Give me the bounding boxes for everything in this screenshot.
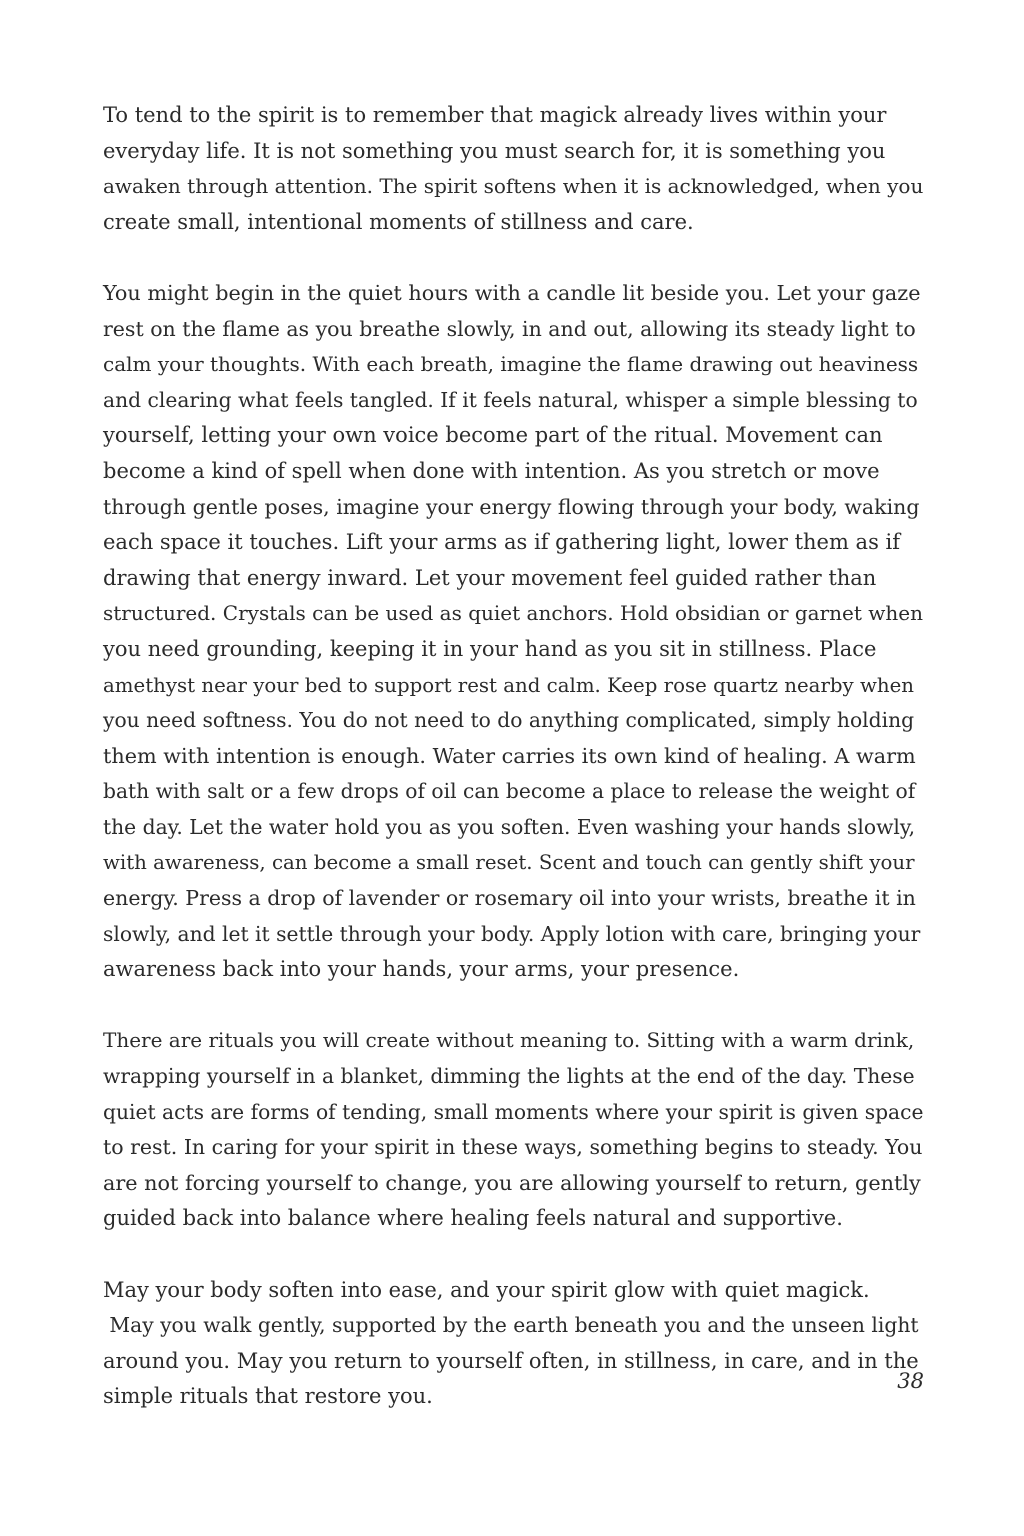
paragraph-line: and clearing what feels tangled. If it feels natural, whisper a simple blessing to (103, 387, 918, 412)
paragraph-line: each space it touches. Lift your arms as if gathering light, lower them as if (103, 530, 901, 555)
paragraph-line: to rest. In caring for your spirit in these ways, something begins to steady. You (103, 1135, 923, 1160)
paragraph-line: simple rituals that restore you. (103, 1384, 433, 1409)
paragraph-line: become a kind of spell when done with intention. As you stretch or move (103, 458, 880, 483)
paragraph-line: There are rituals you will create without meaning to. Sitting with a warm drink, (103, 1028, 915, 1053)
paragraph-line: rest on the flame as you breathe slowly, in and out, allowing its steady light to (103, 316, 916, 341)
paragraph-1 (103, 98, 923, 240)
paragraph-line: everyday life. It is not something you must search for, it is something you (103, 138, 886, 163)
paragraph-line: awareness back into your hands, your arms, your presence. (103, 957, 740, 982)
paragraph-line: the day. Let the water hold you as you soften. Even washing your hands slowly, (103, 814, 916, 839)
paragraph-line: May you walk gently, supported by the earth beneath you and the unseen light (103, 1313, 919, 1338)
paragraph-line: wrapping yourself in a blanket, dimming the lights at the end of the day. These (103, 1064, 915, 1089)
paragraph-line: with awareness, can become a small reset. Scent and touch can gently shift your (103, 851, 915, 875)
paragraph-line: bath with salt or a few drops of oil can become a place to release the weight of (103, 779, 916, 804)
paragraph-line: calm your thoughts. With each breath, imagine the flame drawing out heaviness (103, 352, 919, 377)
paragraph-line: them with intention is enough. Water carries its own kind of healing. A warm (103, 743, 916, 768)
paragraph-line: around you. May you return to yourself often, in stillness, in care, and in the (103, 1348, 919, 1373)
paragraph-line: amethyst near your bed to support rest and calm. Keep rose quartz nearby when (103, 673, 915, 697)
paragraph-line: create small, intentional moments of stillness and care. (103, 209, 694, 234)
paragraph-line: guided back into balance where healing feels natural and supportive. (103, 1206, 843, 1231)
paragraph-line: through gentle poses, imagine your energy flowing through your body, waking (103, 494, 920, 519)
paragraph-gap (103, 240, 923, 276)
paragraph-line: You might begin in the quiet hours with a candle lit beside you. Let your gaze (103, 280, 921, 305)
paragraph-line: are not forcing yourself to change, you are allowing yourself to return, gently (103, 1170, 921, 1195)
paragraph-line: awaken through attention. The spirit softens when it is acknowledged, when you (103, 174, 924, 199)
paragraph-2 (103, 276, 923, 988)
paragraph-line: you need grounding, keeping it in your hand as you sit in stillness. Place (103, 636, 877, 661)
paragraph-gap (103, 988, 923, 1024)
paragraph-line: yourself, letting your own voice become part of the ritual. Movement can (103, 423, 883, 448)
paragraph-line: To tend to the spirit is to remember that magick already lives within your (103, 103, 887, 127)
paragraph-line: slowly, and let it settle through your body. Apply lotion with care, bringing your (103, 921, 921, 946)
paragraph-line: May your body soften into ease, and your spirit glow with quiet magick. (103, 1277, 870, 1302)
paragraph-line: energy. Press a drop of lavender or rosemary oil into your wrists, breathe it in (103, 886, 916, 911)
paragraph-gap (103, 1237, 923, 1273)
paragraph-line: drawing that energy inward. Let your movement feel guided rather than (103, 565, 877, 590)
body-text (103, 98, 923, 1415)
paragraph-line: you need softness. You do not need to do anything complicated, simply holding (103, 708, 915, 733)
paragraph-3 (103, 1023, 923, 1237)
paragraph-line: structured. Crystals can be used as quiet anchors. Hold obsidian or garnet when (103, 601, 923, 626)
paragraph-4 (103, 1273, 923, 1415)
page-number: 38 (897, 1369, 924, 1393)
paragraph-line: quiet acts are forms of tending, small moments where your spirit is given space (103, 1099, 924, 1124)
